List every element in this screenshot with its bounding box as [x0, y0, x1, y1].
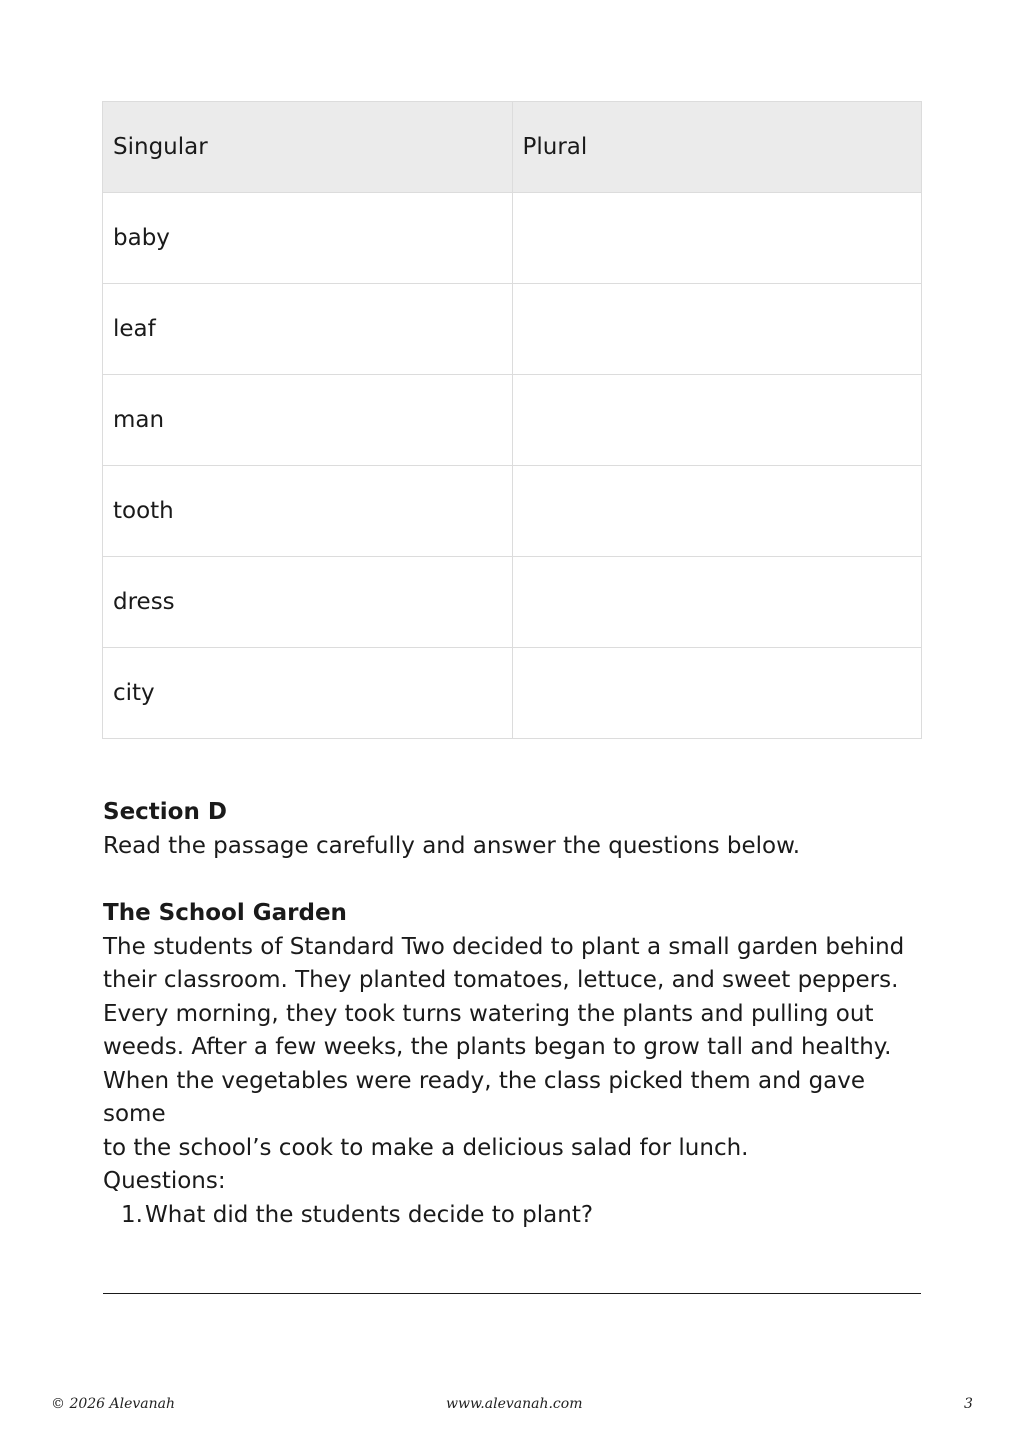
singular-cell: man [103, 375, 513, 466]
table-row [103, 284, 922, 375]
question-list [103, 1199, 923, 1233]
questions [103, 1165, 923, 1232]
plural-answer-cell[interactable] [512, 648, 922, 739]
question-item [103, 1199, 923, 1233]
passage-line: The students of Standard Two decided to plant a small garden behind [103, 933, 905, 960]
plural-answer-cell[interactable] [512, 193, 922, 284]
passage-title: The School Garden [103, 900, 347, 926]
passage-line: When the vegetables were ready, the class picked them and gave some [103, 1067, 866, 1127]
singular-cell: dress [103, 557, 513, 648]
table-row [103, 193, 922, 284]
header-plural: Plural [512, 102, 922, 193]
singular-cell: tooth [103, 466, 513, 557]
plural-answer-cell[interactable] [512, 375, 922, 466]
table-row [103, 648, 922, 739]
passage-line: weeds. After a few weeks, the plants began to grow tall and healthy. [103, 1034, 892, 1060]
passage-line: their classroom. They planted tomatoes, lettuce, and sweet peppers. [103, 967, 899, 993]
question-text: What did the students decide to plant? [145, 1201, 594, 1228]
singular-cell: city [103, 648, 513, 739]
singular-cell: leaf [103, 284, 513, 375]
answer-line[interactable] [103, 1293, 921, 1294]
plural-answer-cell[interactable] [512, 557, 922, 648]
plural-answer-cell[interactable] [512, 284, 922, 375]
questions-label: Questions: [103, 1168, 226, 1194]
singular-cell: baby [103, 193, 513, 284]
footer-page-number: 3 [964, 1396, 973, 1412]
section-title: Section D [103, 799, 227, 825]
section-d [103, 796, 923, 863]
header-singular: Singular [103, 102, 513, 193]
table-row [103, 375, 922, 466]
footer-copyright: © 2026 Alevanah [51, 1396, 176, 1412]
passage [103, 897, 923, 1165]
table-row [103, 557, 922, 648]
table-row [103, 466, 922, 557]
section-instruction: Read the passage carefully and answer the questions below. [103, 832, 801, 859]
passage-line: Every morning, they took turns watering the plants and pulling out [103, 1000, 874, 1027]
plural-answer-cell[interactable] [512, 466, 922, 557]
passage-line: to the school’s cook to make a delicious salad for lunch. [103, 1134, 749, 1161]
table-header-row [103, 102, 922, 193]
plural-table [102, 101, 922, 739]
question-number: 1. [121, 1201, 143, 1228]
footer-website: www.alevanah.com [446, 1396, 583, 1412]
